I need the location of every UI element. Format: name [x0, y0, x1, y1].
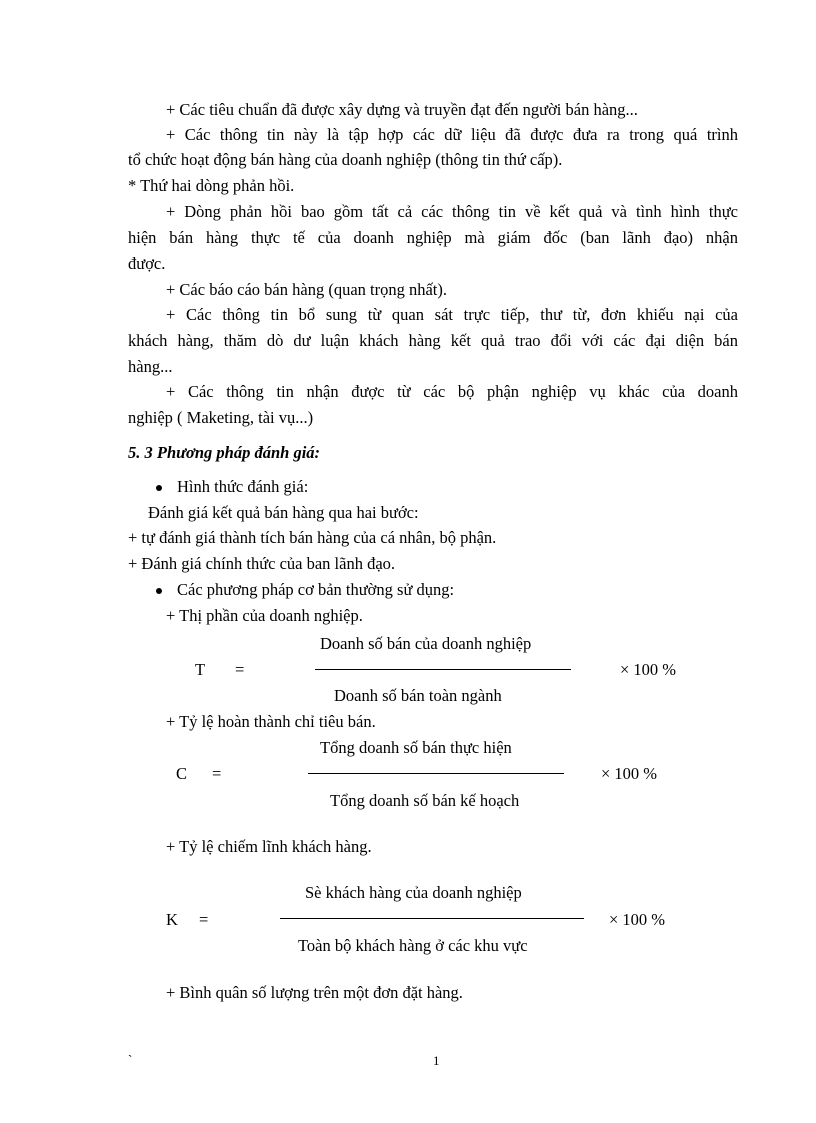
formula-k-equals: = [199, 910, 209, 929]
formula-t-numerator: Doanh số bán của doanh nghiệp [320, 634, 532, 653]
formula-c-symbol: C [176, 764, 188, 783]
formula-k-numerator: Sè khách hàng của doanh nghiệp [305, 883, 522, 902]
formula-k-fraction-bar [280, 918, 584, 919]
formula-c-factor: × 100 % [601, 764, 658, 783]
evaluation-intro: Đánh giá kết quả bán hàng qua hai bước: [148, 503, 419, 522]
page-number: 1 [433, 1053, 440, 1068]
paragraph-feedback-line-3: được. [128, 254, 166, 273]
method-average-order: + Bình quân số lượng trên một đơn đặt hàng. [166, 983, 463, 1002]
formula-t-denominator: Doanh số bán toàn ngành [334, 686, 502, 705]
paragraph-additional-line-1: + Các thông tin bổ sung từ quan sát trực tiếp, thư từ, đơn khiếu nại của [166, 305, 738, 324]
formula-k-denominator: Toàn bộ khách hàng ở các khu vực [298, 936, 528, 955]
paragraph-standards: + Các tiêu chuẩn đã được xây dựng và truyền đạt đến người bán hàng... [166, 100, 638, 119]
formula-k-factor: × 100 % [609, 910, 666, 929]
bullet-dot-icon [156, 588, 162, 594]
formula-c-fraction-bar [308, 773, 564, 774]
method-customer-share: + Tỷ lệ chiếm lĩnh khách hàng. [166, 837, 372, 856]
evaluation-step-2: + Đánh giá chính thức của ban lãnh đạo. [128, 554, 396, 573]
paragraph-departments-line-2: nghiệp ( Maketing, tài vụ...) [128, 408, 314, 427]
method-market-share: + Thị phần của doanh nghiệp. [166, 606, 363, 625]
evaluation-step-1: + tự đánh giá thành tích bán hàng của cá nhân, bộ phận. [128, 528, 497, 547]
formula-t-fraction-bar [315, 669, 571, 670]
paragraph-departments-line-1: + Các thông tin nhận được từ các bộ phận nghiệp vụ khác của doanh [166, 382, 738, 401]
method-target-completion: + Tỷ lệ hoàn thành chỉ tiêu bán. [166, 712, 376, 731]
formula-t-factor: × 100 % [620, 660, 677, 679]
bullet-methods: Các phương pháp cơ bản thường sử dụng: [177, 580, 455, 599]
paragraph-feedback-line-2: hiện bán hàng thực tế của doanh nghiệp mà giám đốc (ban lãnh đạo) nhận [128, 228, 738, 247]
paragraph-info-line-1: + Các thông tin này là tập hợp các dữ liệu đã được đưa ra trong quá trình [166, 125, 738, 144]
formula-c-equals: = [212, 764, 222, 783]
section-heading: 5. 3 Phương pháp đánh giá: [128, 443, 321, 462]
paragraph-feedback-heading: * Thứ hai dòng phản hồi. [128, 176, 295, 195]
paragraph-additional-line-3: hàng... [128, 357, 173, 376]
paragraph-info-line-2: tổ chức hoạt động bán hàng của doanh nghiệp (thông tin thứ cấp). [128, 150, 563, 169]
bullet-dot-icon [156, 485, 162, 491]
formula-c-denominator: Tổng doanh số bán kế hoạch [330, 791, 520, 810]
bullet-evaluation-form: Hình thức đánh giá: [177, 477, 309, 496]
formula-k-symbol: K [166, 910, 178, 929]
paragraph-additional-line-2: khách hàng, thăm dò dư luận khách hàng kết quả trao đổi với các đại diện bán [128, 331, 738, 350]
formula-t-equals: = [235, 660, 245, 679]
footer-mark: ` [128, 1052, 133, 1067]
formula-c-numerator: Tổng doanh số bán thực hiện [320, 738, 512, 757]
paragraph-feedback-line-1: + Dòng phản hồi bao gồm tất cả các thông tin về kết quả và tình hình thực [166, 202, 738, 221]
formula-t-symbol: T [195, 660, 206, 679]
paragraph-sales-reports: + Các báo cáo bán hàng (quan trọng nhất). [166, 280, 447, 299]
